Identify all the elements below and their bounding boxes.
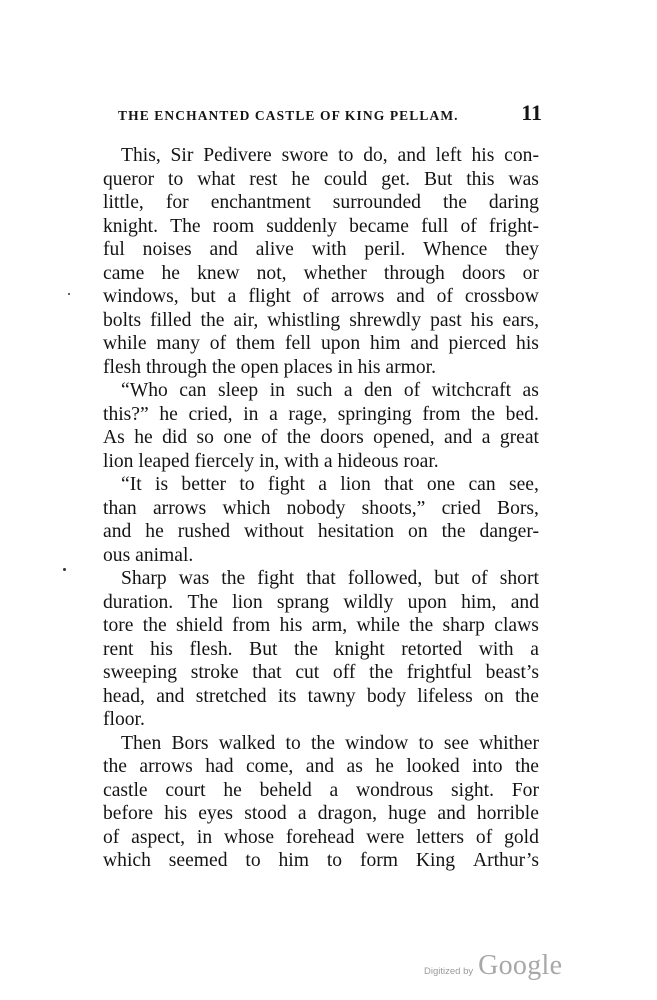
word: of [460,215,477,237]
word: crossbow [464,286,539,307]
text-line [103,567,539,591]
word: to [285,732,301,754]
word: he [223,779,242,801]
word: which [222,497,271,519]
word: whether [303,262,367,284]
word: and [103,521,132,542]
word: in [243,403,259,425]
word: from [422,403,461,425]
word: the [310,732,335,754]
word: through [383,262,445,284]
word: The [170,215,201,237]
word: the [514,685,539,707]
word: and [209,239,238,260]
word: of [103,826,120,848]
word: what [197,168,236,190]
word: Sharp [121,568,167,589]
word: but [190,286,216,307]
word: them [235,333,276,354]
word: a [297,803,307,824]
word: to [418,732,434,754]
word: and [510,591,539,613]
word: retorted [401,638,463,660]
word: knight. [103,215,158,237]
word: con- [504,145,539,166]
text-line [103,591,539,615]
text-line [103,379,539,403]
word: a [530,638,539,660]
word: his [164,803,188,824]
text-line [103,544,539,568]
word: left [435,145,462,166]
word: But [249,638,278,660]
word: hesitation [317,521,395,542]
word: he [161,262,180,284]
word: flight [248,286,291,307]
text-line-content: floor. [103,709,145,730]
word: sharp [442,615,485,636]
text-line [103,285,539,309]
word: the [294,638,318,660]
word: dragon, [317,803,378,824]
word: wildly [343,591,394,613]
word: opened, [373,427,435,448]
word: Bors [171,732,209,754]
word: of [436,286,453,307]
word: while [356,615,400,636]
word: a [318,474,327,495]
word: of [471,568,488,589]
text-line-content: flesh through the open places in his armor. [103,356,437,378]
text-line [103,215,539,239]
word: he [159,403,178,425]
word: daring [488,192,539,213]
text-line [103,356,539,380]
text-line [103,450,539,474]
word: room [212,215,255,237]
word: cried [441,497,481,519]
word: window [345,732,409,754]
text-line [103,755,539,779]
text-line [103,708,539,732]
body-text [103,144,539,873]
word: short [499,568,539,589]
text-line [103,614,539,638]
word: For [511,779,539,801]
word: with [478,638,514,660]
word: sight. [451,779,495,801]
word: on [484,685,504,707]
running-title: THE ENCHANTED CASTLE OF KING PELLAM. [118,108,459,123]
word: in [196,826,213,848]
text-line [103,144,539,168]
text-line [103,638,539,662]
word: see, [508,474,539,495]
word: little, [103,192,144,213]
word: or [522,262,539,284]
word: beast’s [485,662,539,683]
word: whistling [267,309,341,331]
word: queror [103,168,155,190]
word: is [155,474,169,495]
word: rage, [288,403,328,425]
word: the [515,756,539,777]
word: Sir [170,145,194,166]
word: a [269,403,278,425]
word: as [346,756,363,777]
word: him, [461,591,497,613]
word: see [443,732,469,754]
word: was [178,568,210,589]
word: duration. [103,591,174,613]
word: a [343,380,353,401]
word: beheld [259,779,312,801]
word: fight [257,568,295,589]
word: huge [388,803,427,824]
word: fight [267,474,305,495]
word: not, [256,262,287,284]
word: knight [334,638,385,660]
word: they [505,239,539,260]
word: swore [281,145,329,166]
word: ears, [502,309,539,331]
word: forehead [285,826,355,848]
google-logo: Google [478,950,563,981]
word: and [437,803,466,824]
word: The [187,591,218,613]
word: the [221,568,246,589]
word: of [261,427,278,448]
word: rent [103,638,134,660]
text-line [103,262,539,286]
word: upon [320,333,361,354]
word: great [499,427,539,448]
word: his [471,145,495,166]
word: arm, [311,615,348,636]
word: the [409,615,434,636]
text-line [103,849,539,873]
word: bed. [505,403,539,425]
scan-speck [68,293,70,295]
word: which [103,850,151,871]
word: letters [416,826,465,848]
word: cut [295,662,320,683]
word: to [239,474,255,495]
word: had [205,756,234,777]
word: court [165,779,206,801]
word: springing [337,403,412,425]
text-line-content: ous animal. [103,544,194,566]
word: him [370,333,401,354]
text-line [103,238,539,262]
word: This, [121,145,161,166]
word: shoots,” [361,497,426,519]
word: filled [150,309,192,331]
word: the [471,403,496,425]
word: its [277,685,297,707]
running-header [118,100,542,128]
word: tawny [307,685,356,707]
word: gold [504,826,539,848]
word: Pedivere [203,145,272,166]
word: castle [103,779,148,801]
word: full [421,215,449,237]
text-line [103,520,539,544]
text-line-content: lion leaped fiercely in, with a hideous roar. [103,450,439,472]
word: enchantment [210,192,311,213]
word: sprang [276,591,330,613]
word: doors [461,262,506,284]
word: than [103,497,137,519]
word: one [426,474,456,495]
word: many [156,333,200,354]
text-line [103,661,539,685]
text-line [103,779,539,803]
word: alive [255,239,294,260]
word: followed, [347,568,423,589]
word: form [359,850,399,871]
word: and [444,427,473,448]
word: he [375,756,394,777]
word: pierced [448,333,507,354]
word: seemed [168,850,228,871]
word: ful [103,239,125,260]
word: King [415,850,456,871]
word: a [481,427,491,448]
word: that [252,662,282,683]
word: aspect, [131,826,186,848]
text-line [103,426,539,450]
word: of [475,826,493,848]
text-line [103,802,539,826]
text-line [103,497,539,521]
word: came [103,262,145,284]
word: without [244,521,304,542]
word: a [227,286,237,307]
word: to [338,145,354,166]
word: whither [479,732,539,754]
word: was [508,168,539,190]
word: to [326,850,343,871]
text-line [103,309,539,333]
word: past [430,309,462,331]
word: eyes [198,803,234,824]
word: the [142,615,167,636]
word: walked [218,732,276,754]
word: of [209,333,227,354]
word: knew [197,262,240,284]
word: so [196,427,214,448]
word: danger- [479,521,539,542]
word: he [134,427,153,448]
word: surrounded [332,192,421,213]
word: that [384,474,414,495]
word: in [269,380,285,401]
word: arrows [331,286,385,307]
word: fell [285,333,312,354]
word: with [311,239,347,260]
word: frightful [406,662,472,683]
word: peril. [364,239,406,260]
word: air, [233,309,259,331]
text-line [103,168,539,192]
word: were [366,826,405,848]
word: Arthur’s [472,850,539,871]
word: and [397,145,426,166]
text-line [103,473,539,497]
word: the [103,756,127,777]
text-line [103,191,539,215]
text-line [103,332,539,356]
word: claws [494,615,539,636]
word: suddenly [266,215,337,237]
word: stroke [190,662,239,683]
word: the [369,662,394,683]
word: “It [121,474,142,495]
word: whose [223,826,275,848]
word: fright- [488,215,539,237]
word: while [103,333,147,354]
word: shield [176,615,223,636]
word: his [516,333,539,354]
word: into [472,756,503,777]
word: but [434,568,460,589]
word: his [150,638,173,660]
word: windows, [103,286,179,307]
scan-speck [63,568,66,571]
word: head, [103,685,145,707]
word: bolts [103,309,142,331]
word: of [302,286,320,307]
word: horrible [476,803,539,824]
word: this [466,168,495,190]
word: a [329,779,339,801]
word: of [403,380,421,401]
word: can [179,380,207,401]
word: body [366,685,406,707]
word: to [245,850,261,871]
word: But [424,168,453,190]
word: doors [320,427,364,448]
word: to [168,168,184,190]
word: off [332,662,356,683]
word: lion [340,474,371,495]
watermark-prefix: Digitized by [424,966,474,977]
word: his [470,309,494,331]
word: rest [249,168,278,190]
word: better [181,474,227,495]
text-line [103,403,539,427]
word: and [410,333,439,354]
word: sleep [217,380,259,401]
word: flesh. [189,638,233,660]
text-line [103,732,539,756]
word: the [200,309,225,331]
word: he [291,168,310,190]
word: stretched [195,685,267,707]
word: from [232,615,271,636]
word: arrows [152,497,207,519]
word: Whence [423,239,488,260]
word: can [468,474,496,495]
word: do, [363,145,388,166]
word: looked [406,756,460,777]
word: became [349,215,409,237]
word: tore [103,615,134,636]
word: his [279,615,303,636]
word: he [145,521,164,542]
word: wondrous [355,779,434,801]
word: den [364,380,393,401]
word: as [522,380,539,401]
word: As [103,427,125,448]
word: cried, [188,403,233,425]
word: come, [245,756,294,777]
word: and [156,685,185,707]
word: the [441,521,466,542]
word: rushed [177,521,231,542]
word: on [408,521,428,542]
word: lion [232,591,263,613]
word: “Who [121,380,168,401]
word: could [323,168,368,190]
page-number: 11 [521,100,542,125]
word: Then [121,732,162,754]
word: stood [244,803,287,824]
digitized-watermark [424,950,562,982]
word: such [296,380,333,401]
word: him [278,850,309,871]
word: shrewdly [349,309,422,331]
word: nobody [286,497,346,519]
word: witchcraft [431,380,512,401]
word: upon [407,591,447,613]
word: this?” [103,403,149,425]
word: lifeless [417,685,473,707]
word: arrows [139,756,193,777]
word: that [306,568,336,589]
word: the [286,427,311,448]
text-line [103,685,539,709]
word: and [396,286,425,307]
word: sweeping [103,662,178,683]
word: for [165,192,189,213]
word: did [162,427,188,448]
word: and [305,756,335,777]
word: noises [142,239,192,260]
word: Bors, [497,497,539,519]
word: get. [381,168,411,190]
word: before [103,803,154,824]
word: the [442,192,467,213]
text-line [103,826,539,850]
word: one [223,427,252,448]
